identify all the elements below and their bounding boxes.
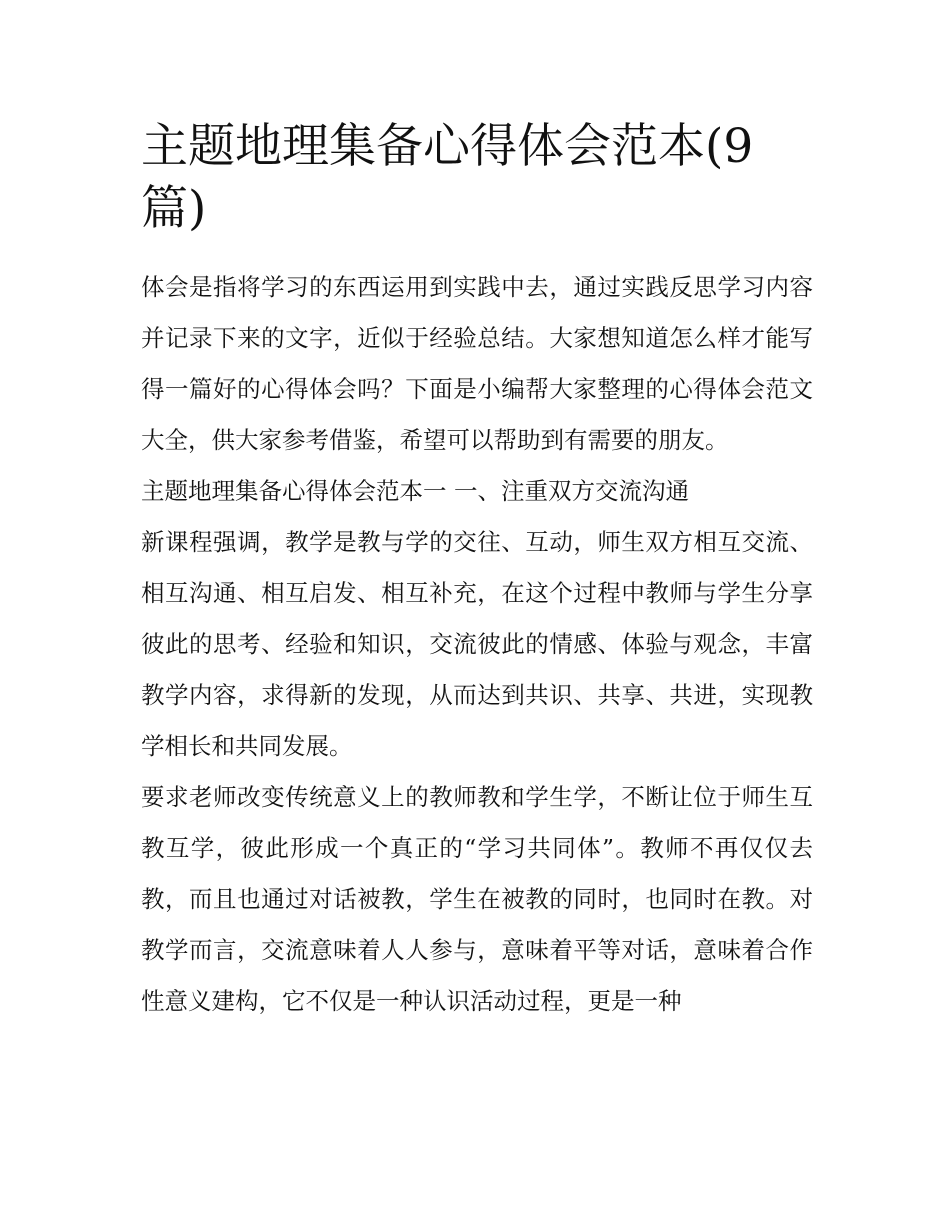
body-paragraph-2: 要求老师改变传统意义上的教师教和学生学，不断让位于师生互教互学，彼此形成一个真正的“学习共同体”。教师不再仅仅去教，而且也通过对话被教，学生在被教的同时，也同时在教。对教学而言，交流意味着人人参与，意味着平等对话，意味着合作性意义建构，它不仅是一种认识活动过程，更是一种 <box>141 783 813 1015</box>
intro-paragraph: 体会是指将学习的东西运用到实践中去，通过实践反思学习内容并记录下来的文字，近似于经验总结。大家想知道怎么样才能写得一篇好的心得体会吗？下面是小编帮大家整理的心得体会范文大全，供大家参考借鉴，希望可以帮助到有需要的朋友。 <box>141 273 813 454</box>
section-heading-one: 主题地理集备心得体会范本一 一、注重双方交流沟通 <box>141 477 689 505</box>
body-paragraph-1: 新课程强调，教学是教与学的交往、互动，师生双方相互交流、相互沟通、相互启发、相互补充，在这个过程中教师与学生分享彼此的思考、经验和知识，交流彼此的情感、体验与观念，丰富教学内容，求得新的发现，从而达到共识、共享、共进，实现教学相长和共同发展。 <box>141 528 813 760</box>
document-body <box>141 116 813 1027</box>
document-title: 主题地理集备心得体会范本(9篇) <box>141 119 754 236</box>
